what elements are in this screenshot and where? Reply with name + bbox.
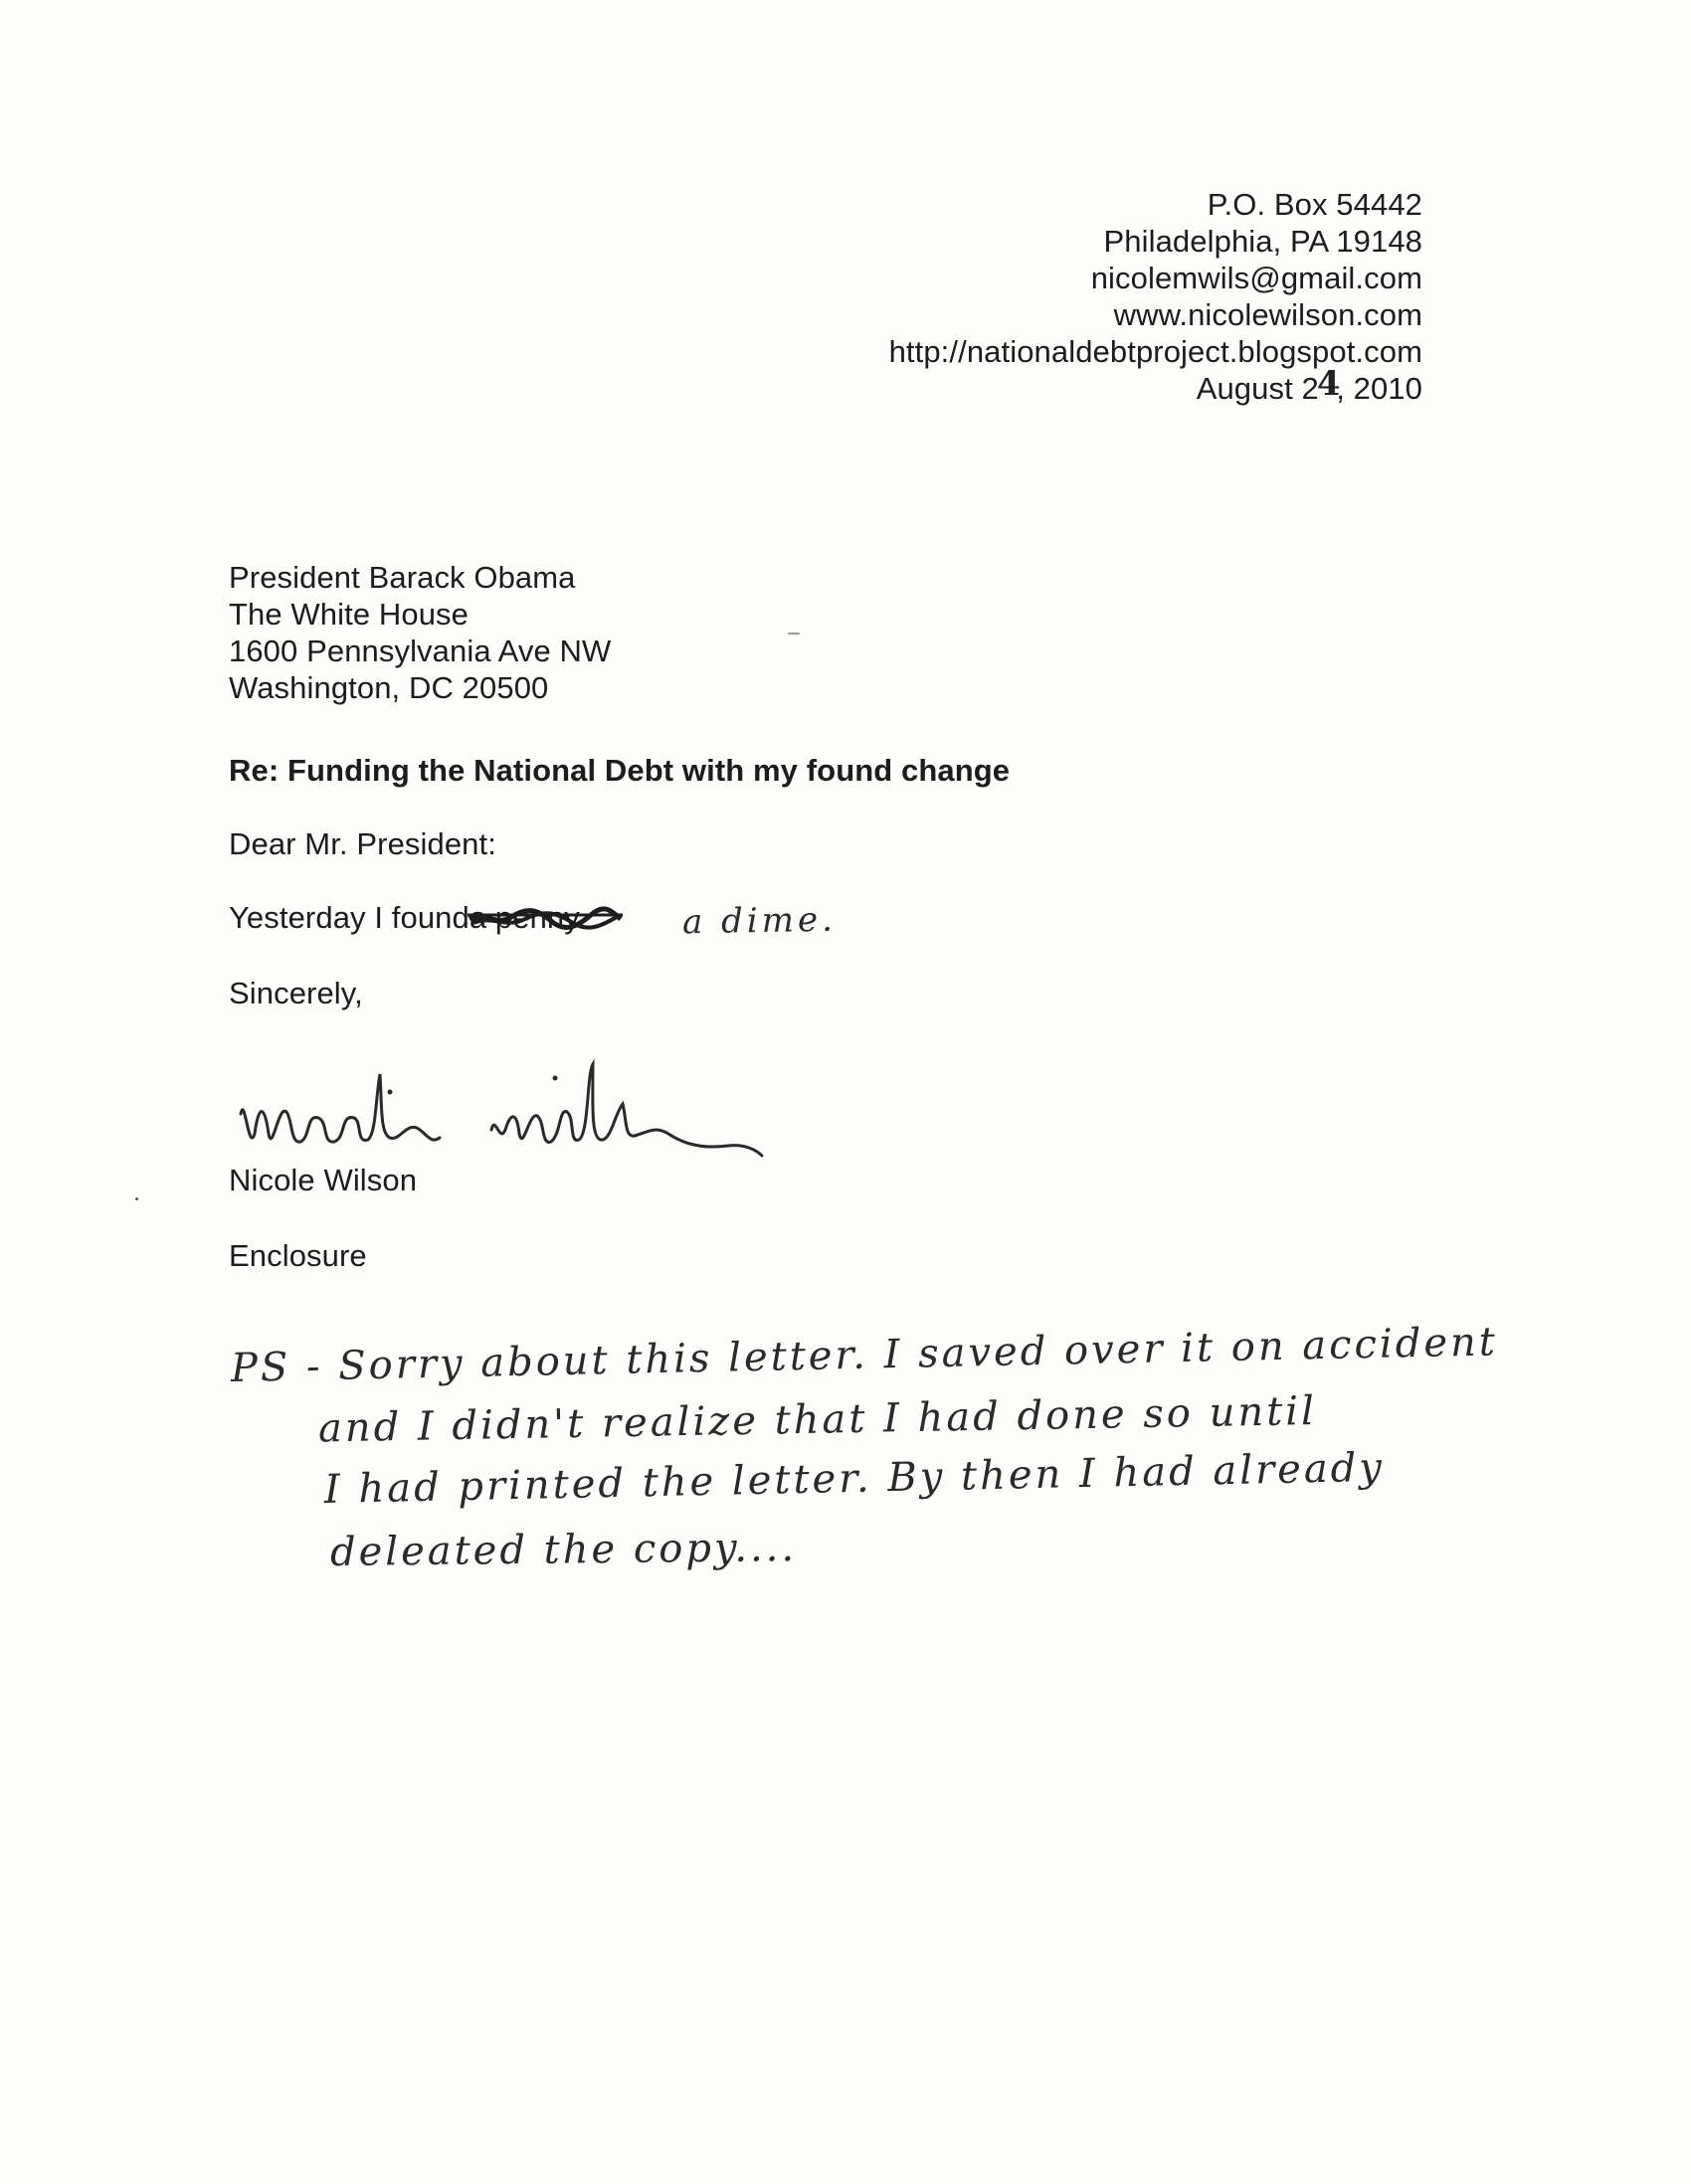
sender-email: nicolemwils@gmail.com — [1090, 261, 1422, 295]
handwritten-insert: a dime. — [681, 899, 838, 943]
sender-city-state: Philadelphia, PA 19148 — [1103, 224, 1422, 259]
postscript-line: I had printed the letter. By then I had already — [323, 1444, 1386, 1514]
scan-speck — [135, 1197, 138, 1200]
sender-website: www.nicolewilson.com — [1113, 297, 1422, 332]
postscript-line: and I didn't realize that I had done so until — [317, 1387, 1318, 1452]
postscript-line: deleated the copy.... — [329, 1525, 798, 1575]
recipient-city-state: Washington, DC 20500 — [229, 670, 549, 705]
scan-speck — [788, 633, 800, 635]
closing: Sincerely, — [229, 976, 363, 1010]
enclosure-notation: Enclosure — [229, 1238, 367, 1273]
handwritten-postscript — [230, 1319, 1643, 1584]
sender-address-block — [889, 186, 1422, 407]
salutation: Dear Mr. President: — [229, 826, 496, 861]
body-printed-text: Yesterday I found — [229, 900, 470, 935]
postscript-line: PS - Sorry about this letter. I saved over it on accident — [230, 1319, 1499, 1391]
date-corrected-digit — [1316, 364, 1341, 407]
scribble-strike-icon — [466, 901, 625, 935]
date-prefix: August 2 — [1196, 371, 1319, 406]
recipient-street: 1600 Pennsylvania Ave NW — [229, 634, 612, 668]
signer-name: Nicole Wilson — [229, 1163, 418, 1197]
recipient-address-block — [229, 559, 611, 706]
letter-date — [889, 364, 1422, 407]
date-suffix: , 2010 — [1336, 371, 1422, 406]
struck-through-text — [470, 899, 586, 936]
body-text — [229, 899, 586, 936]
date-ink-overwrite: 4 — [1316, 364, 1341, 404]
sender-po-box: P.O. Box 54442 — [1207, 187, 1422, 222]
recipient-org: The White House — [229, 597, 469, 632]
subject-line: Re: Funding the National Debt with my found change — [229, 753, 1011, 788]
struck-text: a penny. — [469, 900, 587, 935]
sender-blog-url: http://nationaldebtproject.blogspot.com — [888, 334, 1422, 369]
recipient-name: President Barack Obama — [229, 560, 576, 595]
